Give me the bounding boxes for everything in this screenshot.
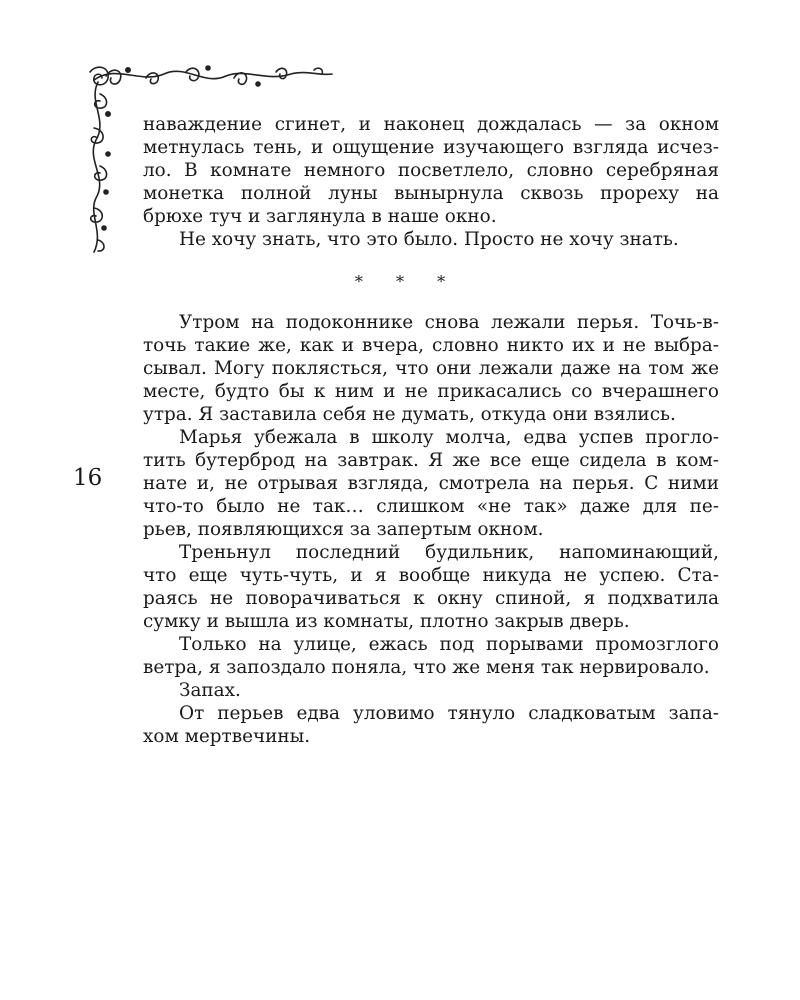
text-line: что-то было не так… слишком «не так» даже для пе- — [143, 496, 719, 517]
text-line: что еще чуть-чуть, и я вообще никуда не успею. Ста- — [143, 565, 719, 586]
text-line: метнулась тень, и ощущение изучающего взгляда исчез- — [143, 137, 719, 158]
text-line: тить бутерброд на завтрак. Я же все еще сидела в ком- — [143, 450, 719, 471]
text-block-main — [143, 311, 719, 748]
text-line: наваждение сгинет, и наконец дождалась — за окном — [143, 114, 719, 135]
text-line: Марья убежала в школу молча, едва успев прогло- — [179, 427, 719, 448]
text-line: нате и, не отрывая взгляда, смотрела на перья. С ними — [143, 473, 719, 494]
page-number: 16 — [73, 465, 103, 491]
text-line: ветра, я запоздало поняла, что же меня так нервировало. — [143, 657, 710, 678]
text-line: рьев, появляющихся за запертым окном. — [143, 519, 544, 540]
section-separator: * * * — [354, 272, 460, 291]
text-line: утра. Я заставила себя не думать, откуда они взялись. — [143, 404, 676, 425]
text-line: Треньнул последний будильник, напоминающий, — [179, 542, 719, 563]
text-line: брюхе туч и заглянула в наше окно. — [143, 206, 497, 227]
text-line: Не хочу знать, что это было. Просто не хочу знать. — [179, 229, 679, 250]
text-line: Только на улице, ежась под порывами промозглого — [179, 634, 719, 655]
text-line: От перьев едва уловимо тянуло сладковатым запа- — [179, 703, 719, 724]
text-line: раясь не поворачиваться к окну спиной, я подхватила — [143, 588, 719, 609]
text-block-top — [143, 113, 719, 251]
text-line: ло. В комнате немного посветлело, словно серебряная — [143, 160, 719, 181]
text-line: точь такие же, как и вчера, словно никто их и не выбра- — [143, 335, 719, 356]
text-line: Запах. — [179, 680, 241, 701]
text-line: монетка полной луны вынырнула сквозь прореху на — [143, 183, 719, 204]
text-line: хом мертвечины. — [143, 726, 311, 747]
text-line: месте, будто бы к ним и не прикасались со вчерашнего — [143, 381, 719, 402]
text-line: сывал. Могу поклясться, что они лежали даже на том же — [143, 358, 719, 379]
text-line: сумку и вышла из комнаты, плотно закрыв дверь. — [143, 611, 630, 632]
text-line: Утром на подоконнике снова лежали перья. Точь-в- — [179, 312, 719, 333]
